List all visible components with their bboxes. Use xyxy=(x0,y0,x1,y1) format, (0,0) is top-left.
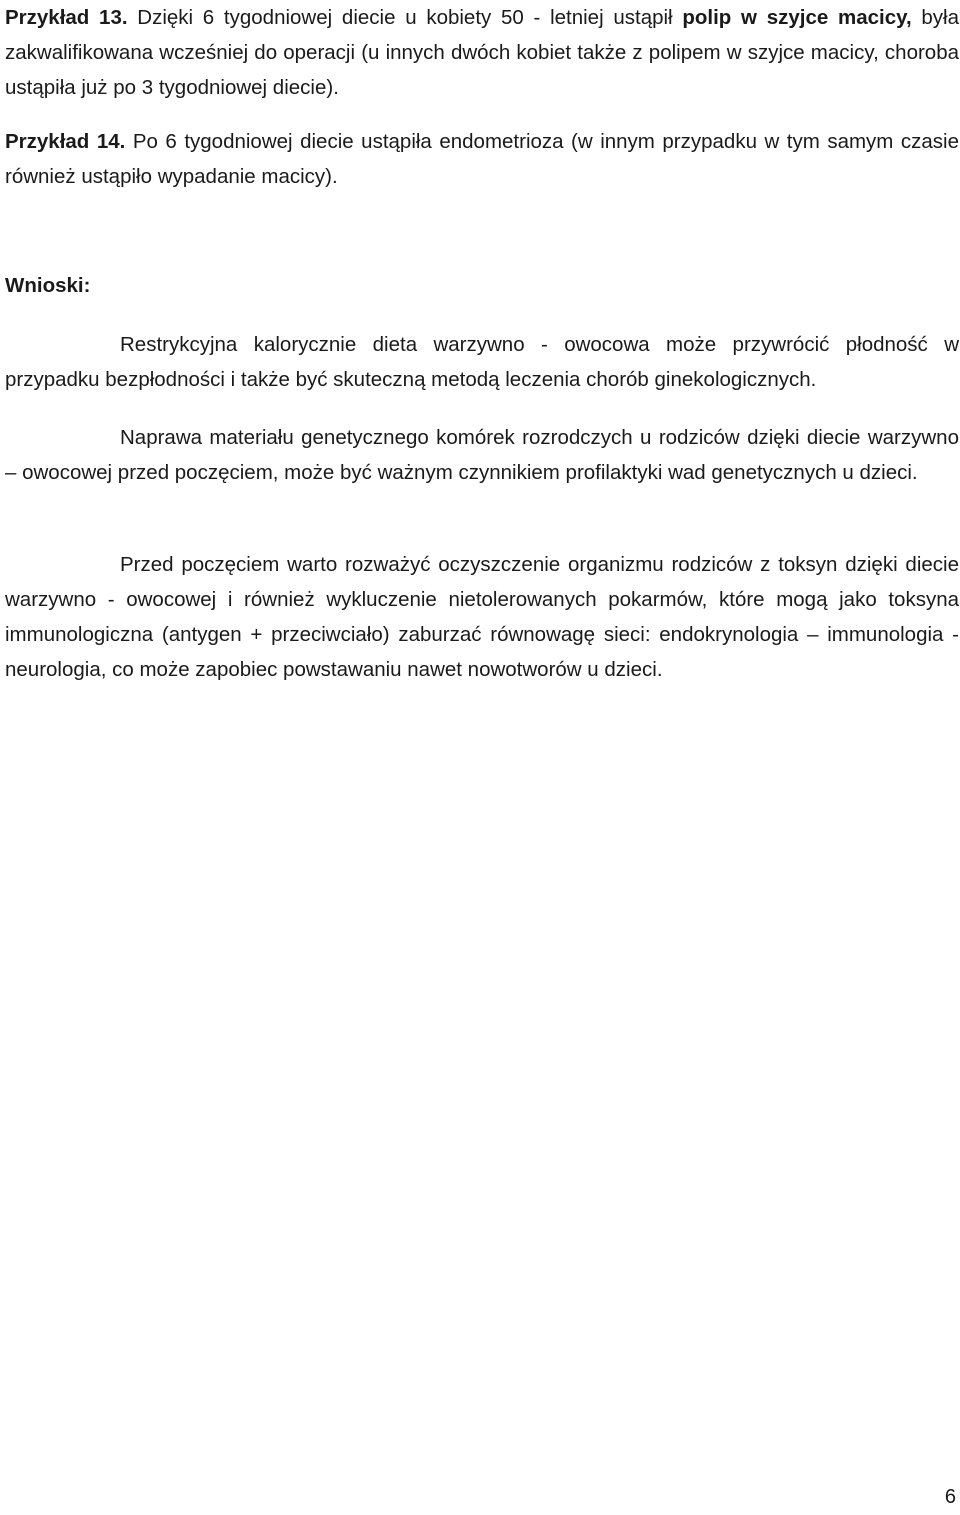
conclusion-paragraph-3: Przed poczęciem warto rozważyć oczyszczenie organizmu rodziców z toksyn dzięki diecie warzywno - owocowej i również wykluczenie nietolerowanych pokarmów, które mogą jako toksyna immunologiczna (antygen + przeciwciało) zaburzać równowagę sieci: endokrynologia – immunologia - neurologia, co może zapobiec powstawaniu nawet nowotworów u dzieci. xyxy=(5,553,959,681)
example-14-label: Przykład 14. xyxy=(5,130,126,153)
example-14-text: Po 6 tygodniowej diecie ustąpiła endometrioza (w innym przypadku w tym samym czasie również ustąpiło wypadanie macicy). xyxy=(5,130,959,188)
conclusion-paragraph-2: Naprawa materiału genetycznego komórek rozrodczych u rodziców dzięki diecie warzywno – owocowej przed poczęciem, może być ważnym czynnikiem profilaktyki wad genetycznych u dzieci. xyxy=(5,426,959,484)
example-13-text-b: była zakwalifikowana wcześniej do operacji (u innych dwóch kobiet także z polipem w szyjce macicy, choroba ustąpiła już po 3 tygodniowej diecie). xyxy=(5,6,960,99)
example-13-label: Przykład 13. xyxy=(5,6,128,29)
example-13-text-a: Dzięki 6 tygodniowej diecie u kobiety 50 - letniej ustąpił xyxy=(127,6,683,29)
example-13-paragraph xyxy=(5,0,959,105)
conclusion-paragraph-1: Restrykcyjna kalorycznie dieta warzywno - owocowa może przywrócić płodność w przypadku bezpłodności i także być skuteczną metodą leczenia chorób ginekologicznych. xyxy=(5,333,959,391)
example-13-bold-text: polip w szyjce macicy, xyxy=(682,6,912,29)
page-number: 6 xyxy=(944,1486,956,1508)
example-14-paragraph xyxy=(5,124,959,194)
conclusions-heading: Wnioski: xyxy=(5,274,91,297)
